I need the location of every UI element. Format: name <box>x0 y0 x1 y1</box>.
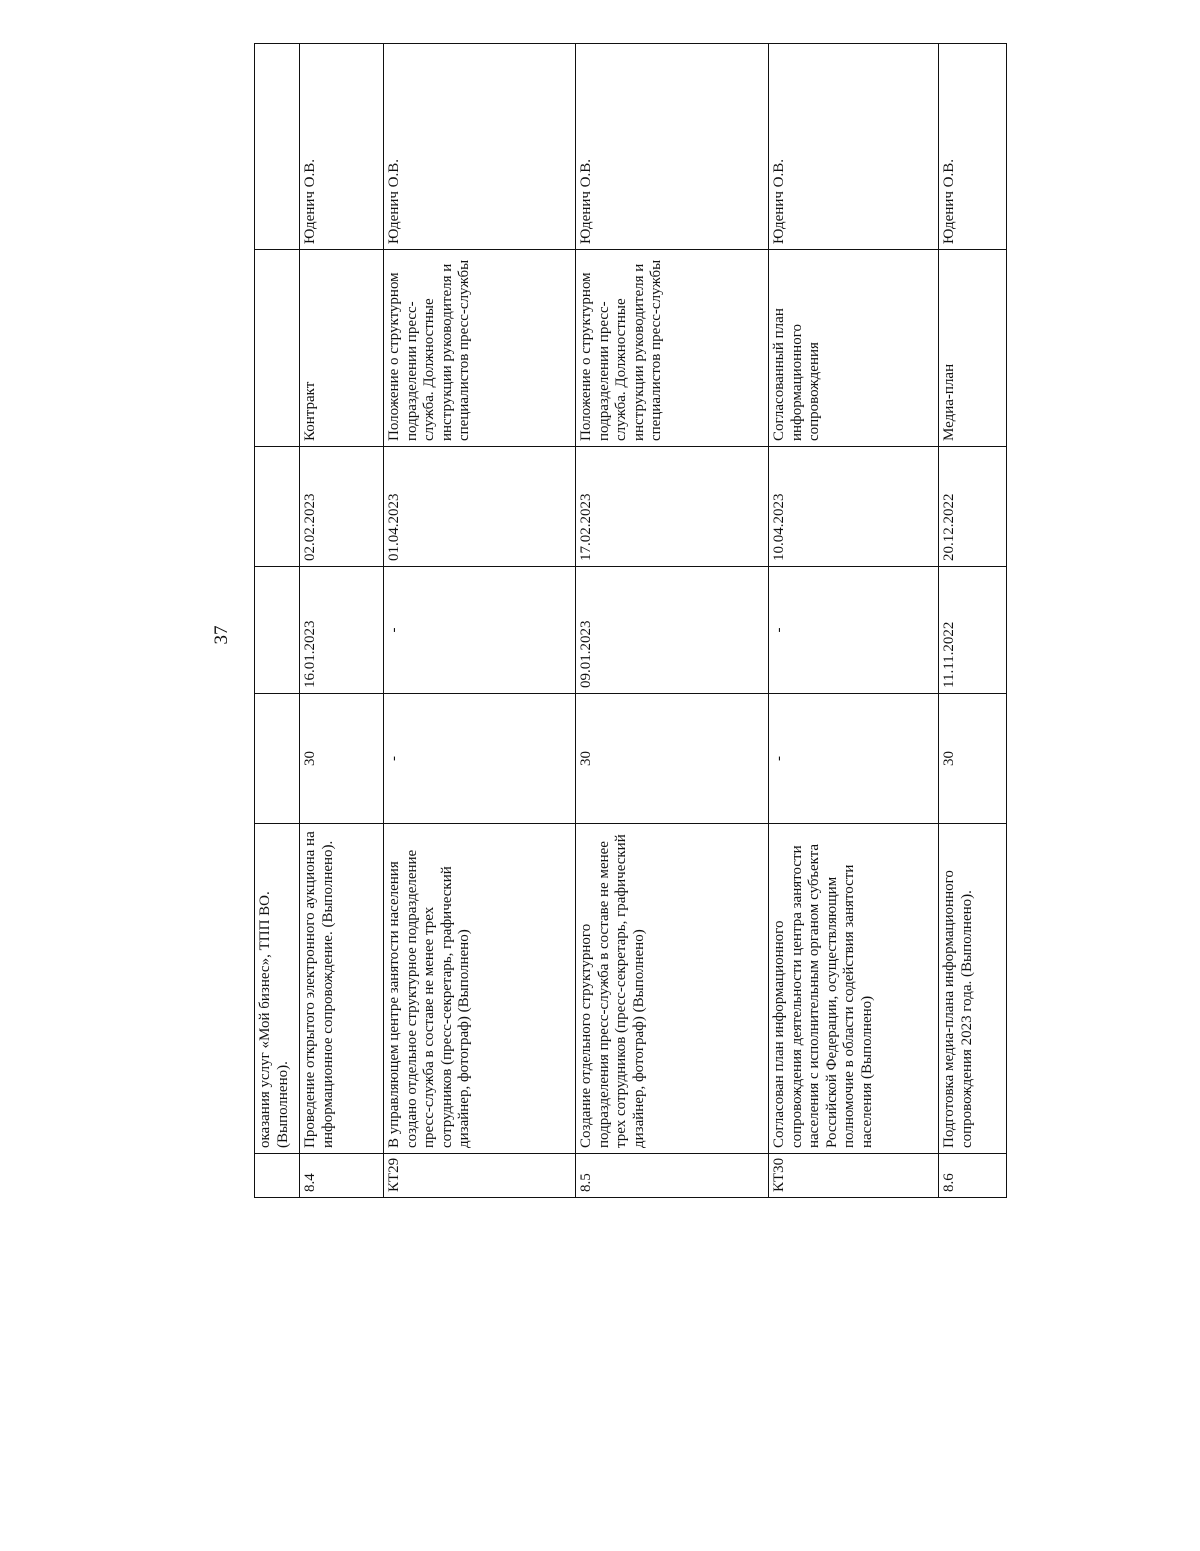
row-duration: - <box>769 694 939 824</box>
row-responsible: Юденич О.В. <box>939 44 1007 250</box>
row-description: Проведение открытого электронного аукциона на информационное сопровождение. (Выполнено). <box>300 824 384 1154</box>
row-number: КТ29 <box>384 1154 576 1198</box>
row-start-date: 16.01.2023 <box>300 567 384 694</box>
table-row <box>769 44 939 1198</box>
row-duration: 30 <box>300 694 384 824</box>
table-row <box>255 44 300 1198</box>
row-start-date: 09.01.2023 <box>576 567 769 694</box>
row-responsible: Юденич О.В. <box>300 44 384 250</box>
row-result: Положение о структурном подразделении пресс-служба. Должностные инструкции руководителя и специалистов пресс-службы <box>576 250 769 447</box>
row-end-date <box>255 447 300 567</box>
row-duration: 30 <box>576 694 769 824</box>
row-description: Создание отдельного структурного подразделения пресс-служба в составе не менее трех сотрудников (пресс-секретарь, графический дизайнер, фотограф) (Выполнено) <box>576 824 769 1154</box>
row-start-date: 11.11.2022 <box>939 567 1007 694</box>
row-number <box>255 1154 300 1198</box>
table-row <box>384 44 576 1198</box>
page-number: 37 <box>211 625 232 645</box>
row-result: Медиа-план <box>939 250 1007 447</box>
row-duration: - <box>384 694 576 824</box>
row-result: Контракт <box>300 250 384 447</box>
row-number: 8.6 <box>939 1154 1007 1198</box>
row-description: В управляющем центре занятости населения создано отдельное структурное подразделение пресс-служба в составе не менее трех сотрудников (пресс-секретарь, графический дизайнер, фотограф) (Выполнено) <box>384 824 576 1154</box>
row-description: оказания услуг «Мой бизнес», ТПП ВО. (Выполнено). <box>255 824 300 1154</box>
table-row <box>576 44 769 1198</box>
row-end-date: 02.02.2023 <box>300 447 384 567</box>
row-description: Подготовка медиа-плана информационного сопровождения 2023 года. (Выполнено). <box>939 824 1007 1154</box>
row-number: 8.4 <box>300 1154 384 1198</box>
row-responsible: Юденич О.В. <box>769 44 939 250</box>
row-number: КТ30 <box>769 1154 939 1198</box>
plan-table <box>254 43 1007 1198</box>
table-row <box>939 44 1007 1198</box>
row-end-date: 20.12.2022 <box>939 447 1007 567</box>
row-responsible: Юденич О.В. <box>576 44 769 250</box>
row-duration <box>255 694 300 824</box>
row-responsible: Юденич О.В. <box>384 44 576 250</box>
row-number: 8.5 <box>576 1154 769 1198</box>
document-table-rotated <box>254 44 1006 1198</box>
row-end-date: 17.02.2023 <box>576 447 769 567</box>
row-duration: 30 <box>939 694 1007 824</box>
row-start-date: - <box>769 567 939 694</box>
row-result <box>255 250 300 447</box>
table-row <box>300 44 384 1198</box>
row-end-date: 10.04.2023 <box>769 447 939 567</box>
row-result: Согласованный план информационного сопровождения <box>769 250 939 447</box>
row-description: Согласован план информационного сопровождения деятельности центра занятости населения с исполнительным органом субъекта Российской Федерации, осуществляющим полномочие в области содействия занятости населения (Выполнено) <box>769 824 939 1154</box>
row-result: Положение о структурном подразделении пресс-служба. Должностные инструкции руководителя и специалистов пресс-службы <box>384 250 576 447</box>
row-end-date: 01.04.2023 <box>384 447 576 567</box>
row-start-date <box>255 567 300 694</box>
row-start-date: - <box>384 567 576 694</box>
row-responsible <box>255 44 300 250</box>
